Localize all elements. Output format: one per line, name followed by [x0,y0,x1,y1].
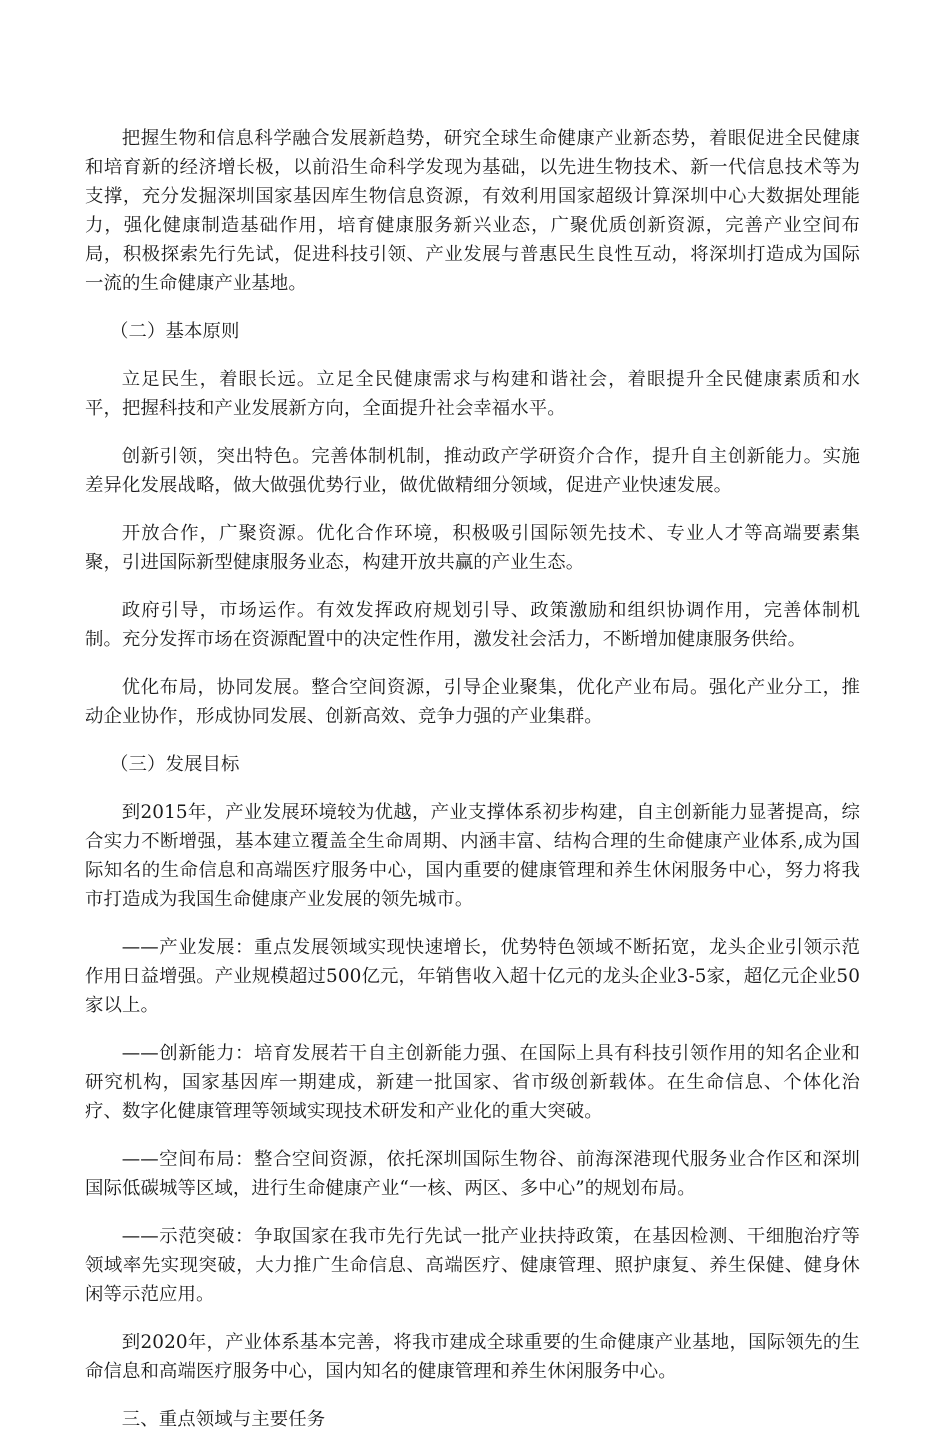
section-heading-development-goals: （三）发展目标 [110,754,240,775]
paragraph-principle-livelihood: 立足民生，着眼长远。立足全民健康需求与构建和谐社会，着眼提升全民健康素质和水平，把握科技和产业发展新方向，全面提升社会幸福水平。 [85,369,860,419]
paragraph-goal-innovation: ——创新能力：培育发展若干自主创新能力强、在国际上具有科技引领作用的知名企业和研究机构，国家基因库一期建成，新建一批国家、省市级创新载体。在生命信息、个体化治疗、数字化健康管理等领域实现技术研发和产业化的重大突破。 [85,1043,860,1122]
paragraph-goal-spatial: ——空间布局：整合空间资源，依托深圳国际生物谷、前海深港现代服务业合作区和深圳国际低碳城等区域，进行生命健康产业“一核、两区、多中心”的规划布局。 [85,1149,860,1199]
paragraph-principle-openness: 开放合作，广聚资源。优化合作环境，积极吸引国际领先技术、专业人才等高端要素集聚，引进国际新型健康服务业态，构建开放共赢的产业生态。 [85,523,860,573]
paragraph-principle-government: 政府引导，市场运作。有效发挥政府规划引导、政策激励和组织协调作用，完善体制机制。充分发挥市场在资源配置中的决定性作用，激发社会活力，不断增加健康服务供给。 [85,600,860,650]
paragraph-goal-industry: ——产业发展：重点发展领域实现快速增长，优势特色领域不断拓宽，龙头企业引领示范作用日益增强。产业规模超过500亿元，年销售收入超十亿元的龙头企业3-5家，超亿元企业50家以上。 [85,937,860,1016]
paragraph-goal-2020: 到2020年，产业体系基本完善，将我市建成全球重要的生命健康产业基地，国际领先的生命信息和高端医疗服务中心，国内知名的健康管理和养生休闲服务中心。 [85,1332,860,1382]
chapter-heading-key-areas: 三、重点领域与主要任务 [121,1409,326,1430]
paragraph-guiding-idea: 把握生物和信息科学融合发展新趋势，研究全球生命健康产业新态势，着眼促进全民健康和培育新的经济增长极，以前沿生命科学发现为基础，以先进生物技术、新一代信息技术等为支撑，充分发掘深圳国家基因库生物信息资源，有效利用国家超级计算深圳中心大数据处理能力，强化健康制造基础作用，培育健康服务新兴业态，广聚优质创新资源，完善产业空间布局，积极探索先行先试，促进科技引领、产业发展与普惠民生良性互动，将深圳打造成为国际一流的生命健康产业基地。 [85,128,860,294]
paragraph-principle-layout: 优化布局，协同发展。整合空间资源，引导企业聚集，优化产业布局。强化产业分工，推动企业协作，形成协同发展、创新高效、竞争力强的产业集群。 [85,677,860,727]
section-heading-basic-principles: （二）基本原则 [110,321,240,342]
paragraph-goal-demonstration: ——示范突破：争取国家在我市先行先试一批产业扶持政策，在基因检测、干细胞治疗等领域率先实现突破，大力推广生命信息、高端医疗、健康管理、照护康复、养生保健、健身休闲等示范应用。 [85,1226,860,1305]
document-body [85,124,860,1453]
paragraph-goal-2015: 到2015年，产业发展环境较为优越，产业支撑体系初步构建，自主创新能力显著提高，综合实力不断增强，基本建立覆盖全生命周期、内涵丰富、结构合理的生命健康产业体系,成为国际知名的生命信息和高端医疗服务中心，国内重要的健康管理和养生休闲服务中心，努力将我市打造成为我国生命健康产业发展的领先城市。 [85,802,860,910]
paragraph-principle-innovation: 创新引领，突出特色。完善体制机制，推动政产学研资介合作，提升自主创新能力。实施差异化发展战略，做大做强优势行业，做优做精细分领域，促进产业快速发展。 [85,446,860,496]
